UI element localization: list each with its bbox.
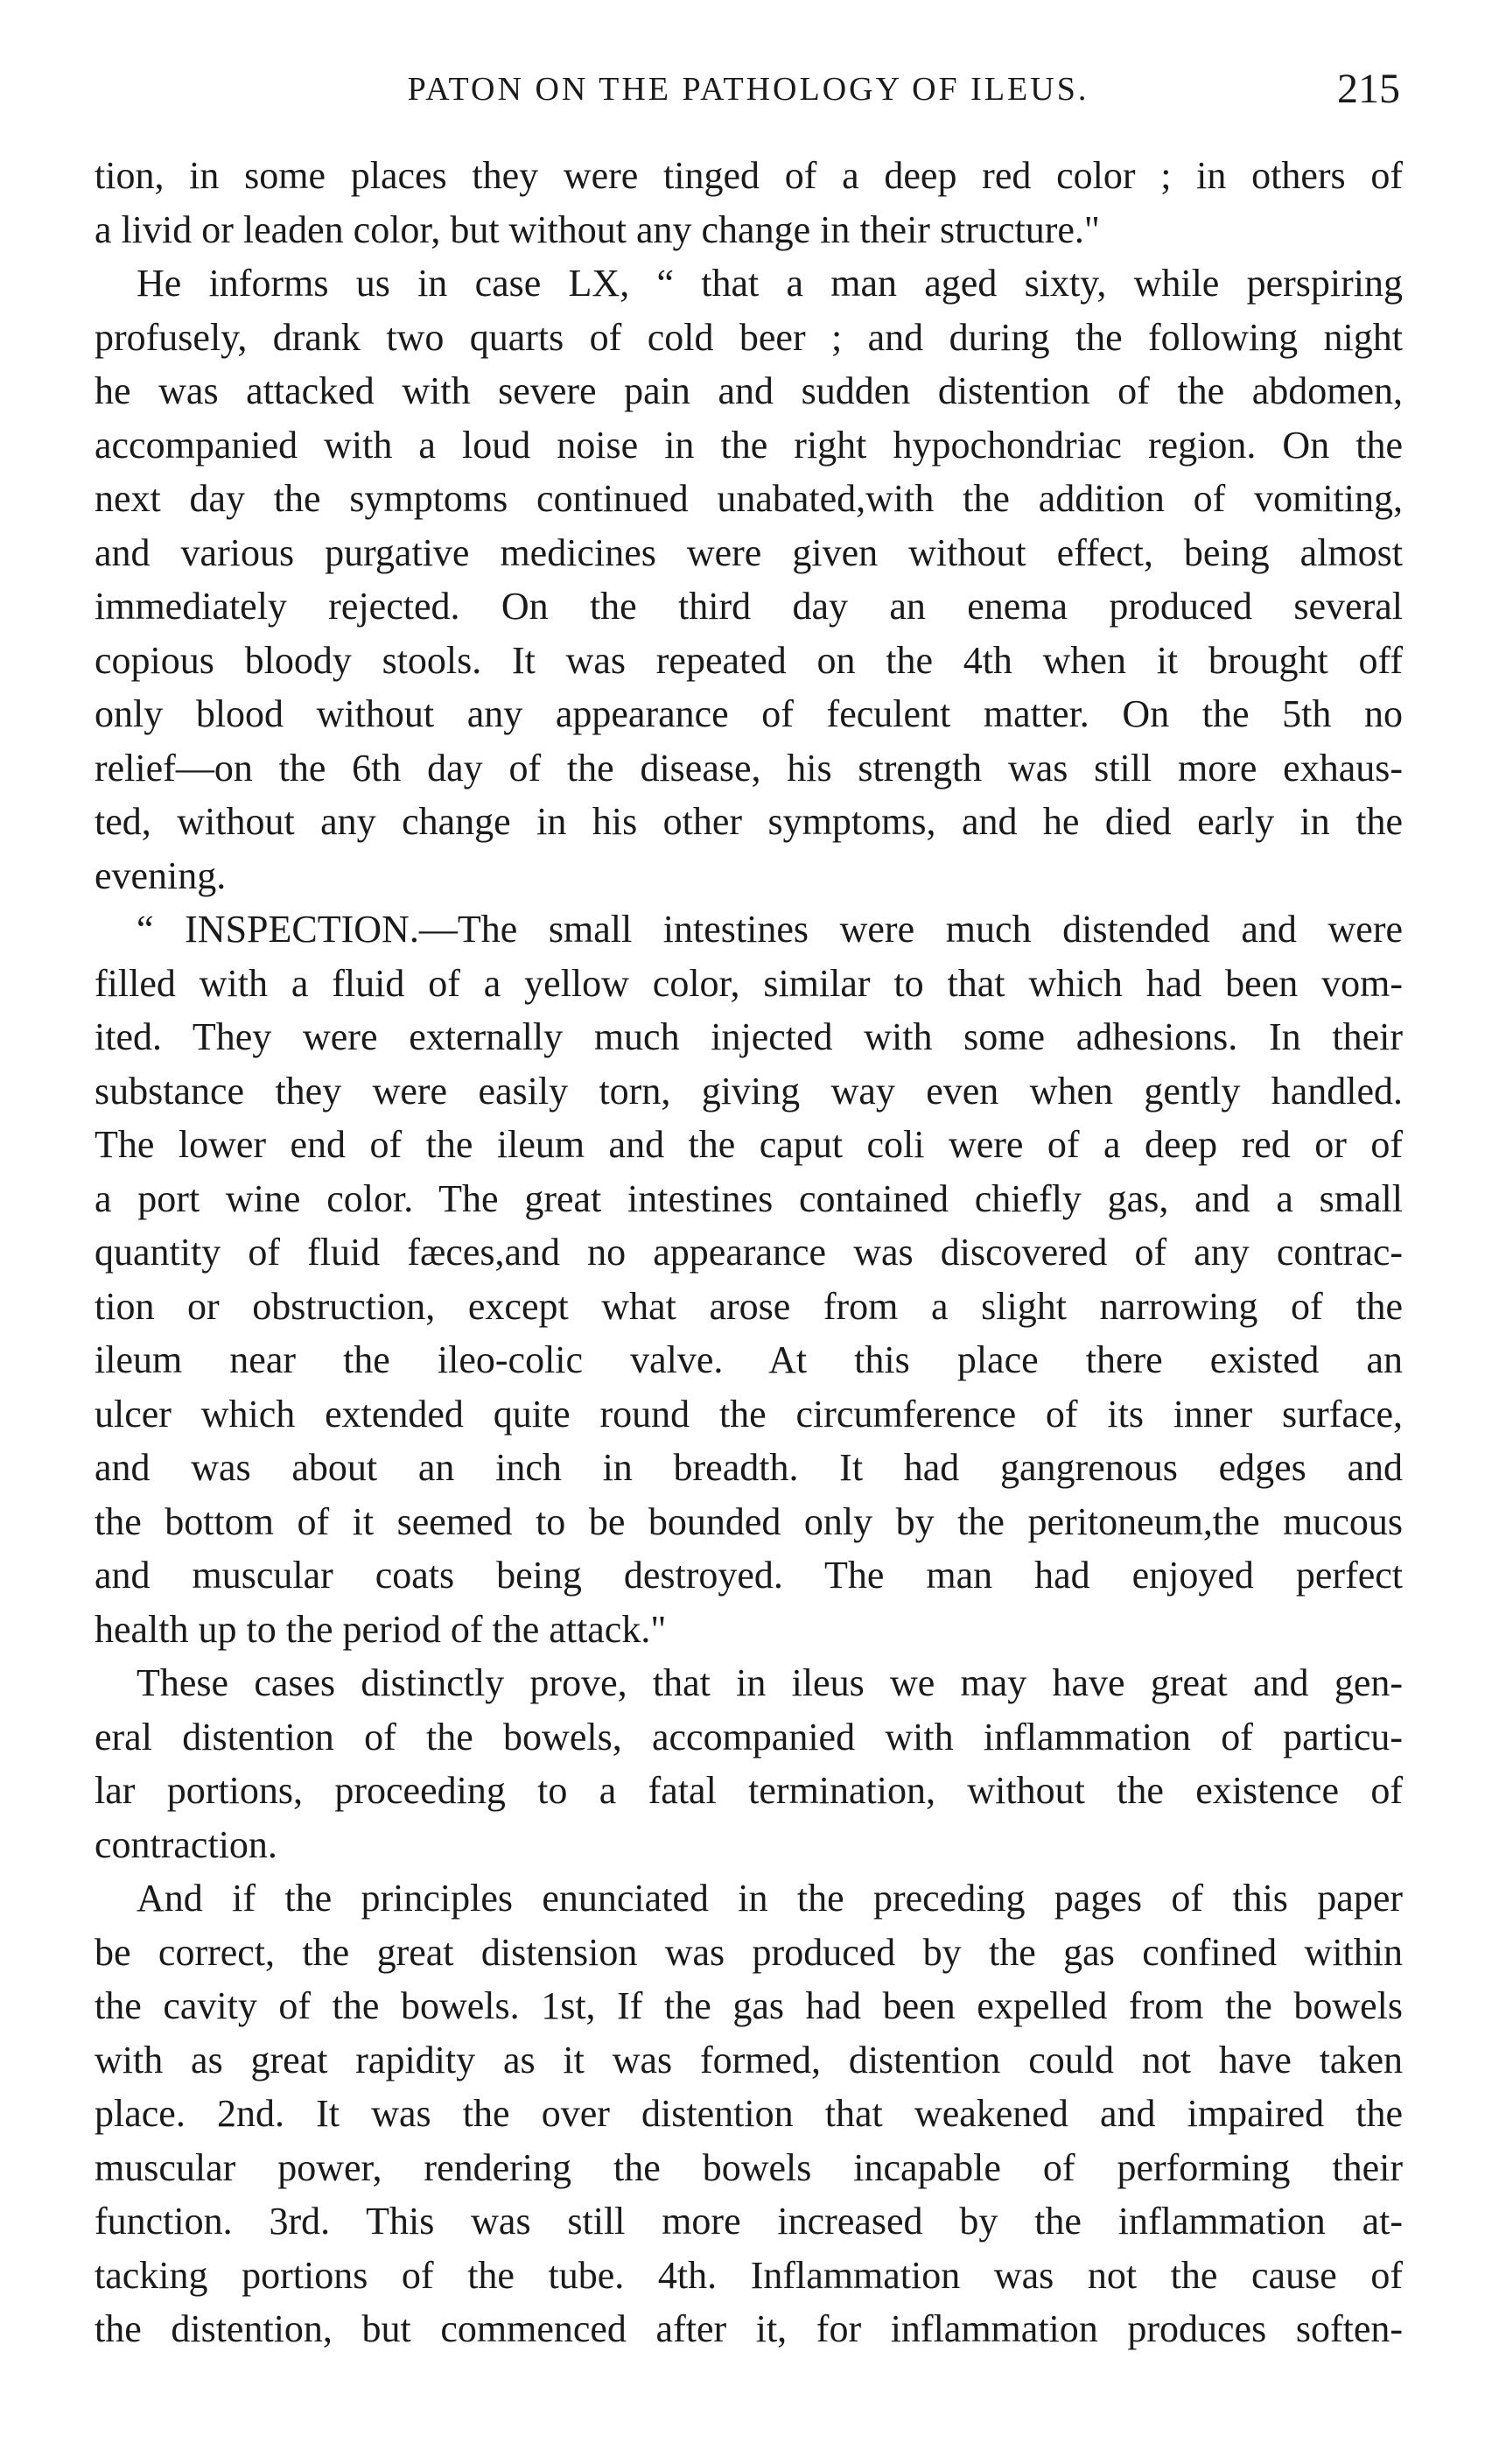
text-line: be correct, the great distension was produced by the gas confined within (95, 1930, 1403, 1974)
text-line: place. 2nd. It was the over distention that weakened and impaired the (95, 2092, 1403, 2135)
text-line: and was about an inch in breadth. It had gangrenous edges and (95, 1446, 1403, 1489)
text-line: eral distention of the bowels, accompanied with inflammation of particu- (95, 1715, 1403, 1758)
text-line: muscular power, rendering the bowels incapable of performing their (95, 2145, 1403, 2189)
text-line: relief—on the 6th day of the disease, his strength was still more exhaus- (95, 746, 1403, 790)
text-line: and muscular coats being destroyed. The man had enjoyed perfect (95, 1554, 1403, 1597)
text-line: filled with a fluid of a yellow color, similar to that which had been vom- (95, 961, 1403, 1005)
text-line: lar portions, proceeding to a fatal termination, without the existence of (95, 1769, 1403, 1812)
text-line: tion or obstruction, except what arose from a slight narrowing of the (95, 1284, 1403, 1328)
text-line: ted, without any change in his other symptoms, and he died early in the (95, 800, 1403, 843)
text-line: tacking portions of the tube. 4th. Inflammation was not the cause of (95, 2253, 1403, 2297)
text-line: copious bloody stools. It was repeated on the 4th when it brought off (95, 638, 1403, 682)
text-line: ited. They were externally much injected with some adhesions. In their (95, 1015, 1403, 1058)
text-line: he was attacked with severe pain and sudden distention of the abdomen, (95, 369, 1403, 412)
text-line: the cavity of the bowels. 1st, If the gas had been expelled from the bowels (95, 1984, 1403, 2027)
text-line: next day the symptoms continued unabated,with the addition of vomiting, (95, 477, 1403, 520)
text-line: substance they were easily torn, giving way even when gently handled. (95, 1069, 1403, 1113)
text-line: evening. (95, 853, 227, 897)
text-line: And if the principles enunciated in the preceding pages of this paper (137, 1877, 1403, 1920)
text-line: He informs us in case LX, “ that a man aged sixty, while perspiring (137, 262, 1403, 305)
text-line: a livid or leaden color, but without any change in their structure." (95, 207, 1100, 251)
text-line: accompanied with a loud noise in the right hypochondriac region. On the (95, 423, 1403, 467)
text-line: immediately rejected. On the third day an enema produced several (95, 585, 1403, 628)
text-line: the bottom of it seemed to be bounded only by the peritoneum,the mucous (95, 1499, 1403, 1543)
page-number: 215 (1337, 66, 1400, 112)
text-line: ileum near the ileo-colic valve. At this place there existed an (95, 1338, 1403, 1381)
body-text (95, 149, 1403, 2356)
text-line: tion, in some places they were tinged of a deep red color ; in others of (95, 154, 1403, 197)
text-line: contraction. (95, 1822, 277, 1866)
text-line: and various purgative medicines were given without effect, being almost (95, 530, 1403, 574)
text-line: “ INSPECTION.—The small intestines were much distended and were (137, 908, 1403, 951)
text-line: These cases distinctly prove, that in ileus we may have great and gen- (137, 1661, 1403, 1704)
text-line: quantity of fluid fæces,and no appearance was discovered of any contrac- (95, 1231, 1403, 1274)
text-line: The lower end of the ileum and the caput coli were of a deep red or of (95, 1123, 1403, 1166)
text-line: a port wine color. The great intestines contained chiefly gas, and a small (95, 1176, 1403, 1220)
text-line: health up to the period of the attack." (95, 1607, 667, 1651)
text-line: function. 3rd. This was still more increased by the inflammation at- (95, 2200, 1403, 2243)
text-line: with as great rapidity as it was formed, distention could not have taken (95, 2038, 1403, 2081)
running-title: PATON ON THE PATHOLOGY OF ILEUS. (407, 71, 1089, 108)
text-line: ulcer which extended quite round the circumference of its inner surface, (95, 1392, 1403, 1436)
text-line: only blood without any appearance of feculent matter. On the 5th no (95, 692, 1403, 735)
text-line: profusely, drank two quarts of cold beer ; and during the following night (95, 315, 1403, 359)
running-head (96, 63, 1400, 116)
text-line: the distention, but commenced after it, for inflammation produces soften- (95, 2307, 1403, 2350)
